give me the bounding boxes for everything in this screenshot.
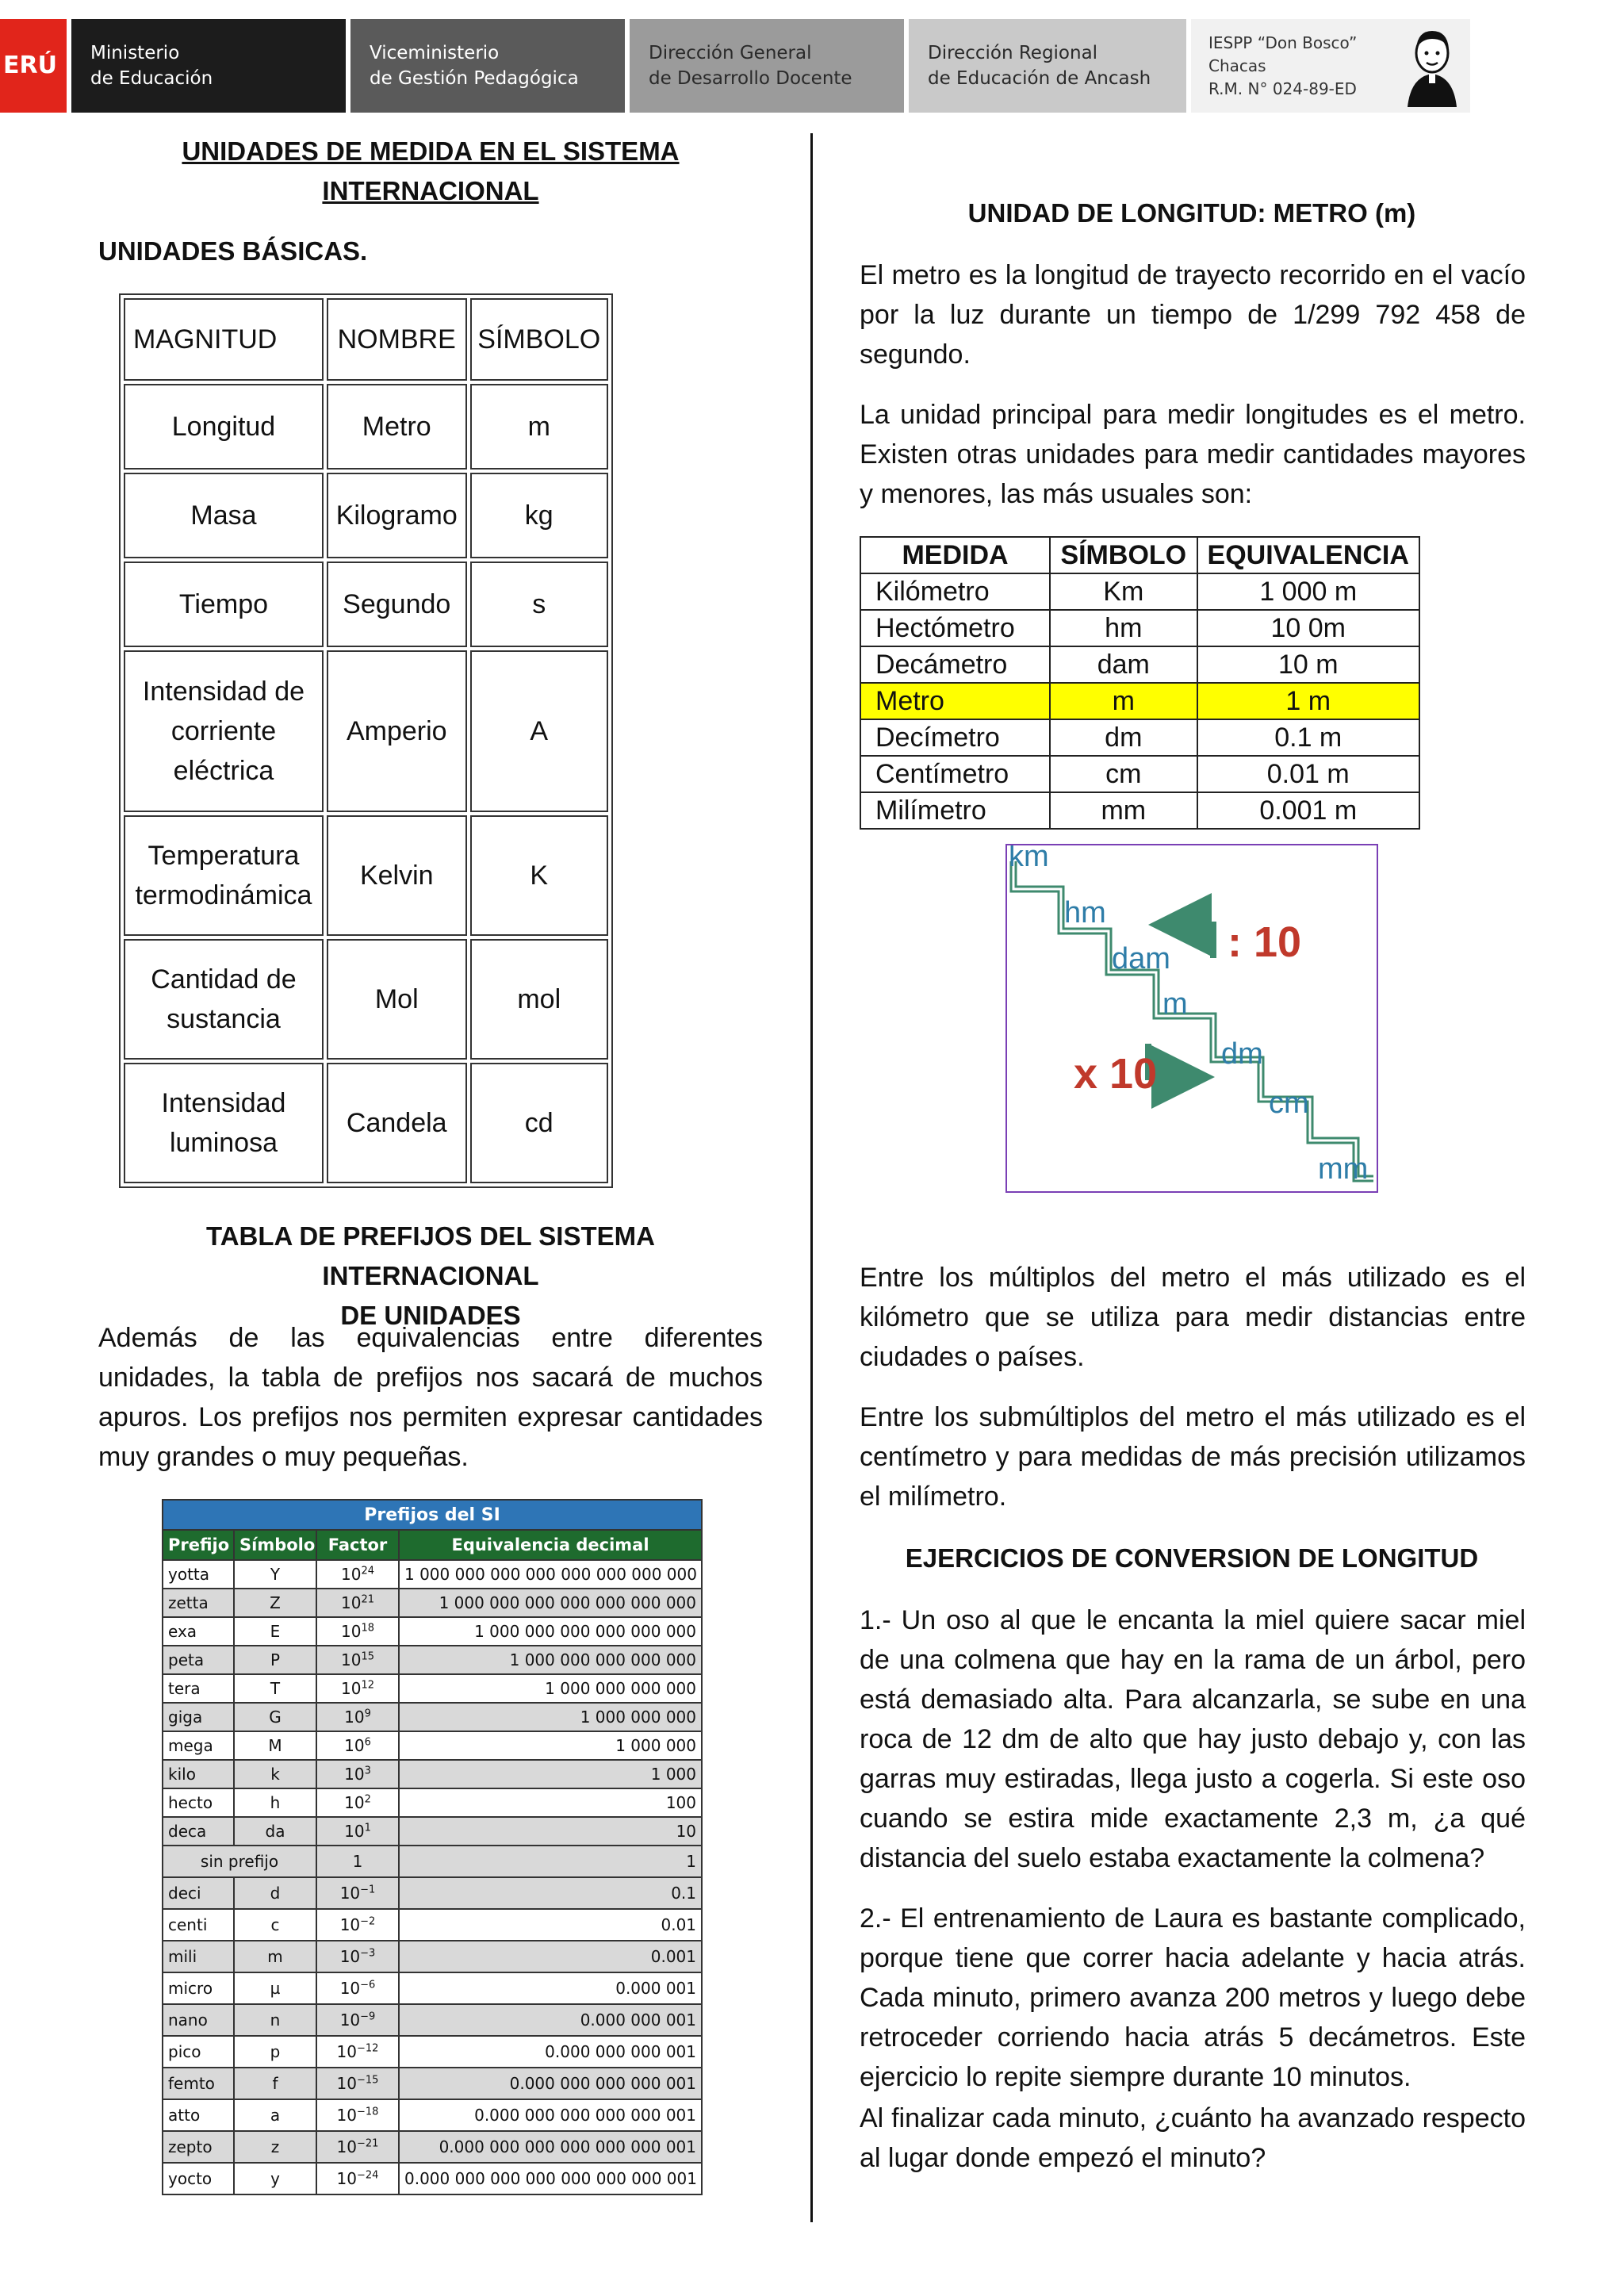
prefix-cell-simbolo: z (234, 2131, 316, 2163)
factor-exponent: −21 (357, 2137, 379, 2150)
length-table-body (860, 573, 1419, 829)
prefix-row (163, 1877, 702, 1909)
prefix-cell-factor (316, 1646, 399, 1674)
units-cell-nombre: Segundo (327, 562, 467, 647)
factor-exponent: −1 (360, 1884, 376, 1896)
length-cell-simbolo: m (1050, 683, 1197, 719)
units-cell-simbolo: m (470, 384, 608, 470)
prefix-cell-factor (316, 1941, 399, 1972)
prefix-cell-simbolo: a (234, 2099, 316, 2131)
direccion-regional-line1: Dirección Regional (928, 43, 1098, 63)
length-header-row (860, 537, 1419, 573)
prefix-cell-prefijo: zetta (163, 1589, 234, 1617)
prefix-cell-simbolo: Y (234, 1560, 316, 1589)
staircase-diagram (1005, 844, 1378, 1193)
prefix-row (163, 1731, 702, 1760)
prefix-cell-factor (316, 2004, 399, 2036)
prefix-row-no-prefix (163, 1846, 702, 1877)
magnitud-line: corriente (170, 716, 277, 746)
units-header-simbolo: SÍMBOLO (470, 298, 608, 381)
prefix-cell-factor (316, 1674, 399, 1703)
units-cell-simbolo: s (470, 562, 608, 647)
prefix-cell-factor (316, 1972, 399, 2004)
factor-base: 10 (341, 1622, 362, 1641)
units-header-nombre: NOMBRE (327, 298, 467, 381)
length-cell-equivalencia: 0.01 m (1197, 756, 1420, 792)
factor-exponent: 15 (361, 1650, 374, 1663)
prefix-cell-prefijo: hecto (163, 1788, 234, 1817)
prefix-cell-prefijo: deci (163, 1877, 234, 1909)
header-institucion (1191, 19, 1394, 113)
prefix-cell-prefijo: mili (163, 1941, 234, 1972)
factor-base: 10 (336, 2106, 357, 2125)
submultiplos-paragraph: Entre los submúltiplos del metro el más utilizado es el centímetro y para medidas de más precisión utilizamos el milímetro. (860, 1402, 1526, 1512)
prefix-header-simbolo: Símbolo (234, 1530, 316, 1560)
portrait-icon (1404, 25, 1460, 107)
institucion-line2: Chacas (1208, 56, 1266, 75)
units-cell-nombre: Amperio (327, 650, 467, 812)
units-row (124, 939, 608, 1060)
stair-label-cm: cm (1269, 1087, 1309, 1120)
header-direccion-general (630, 19, 904, 113)
factor-base: 10 (341, 1650, 362, 1669)
prefix-cell-simbolo: Z (234, 1589, 316, 1617)
prefix-cell-factor (316, 2068, 399, 2099)
prefix-cell-decimal: 100 (399, 1788, 702, 1817)
prefix-cell-decimal: 1 000 000 000 000 000 (399, 1646, 702, 1674)
prefix-cell-factor (316, 1560, 399, 1589)
factor-base: 10 (339, 1979, 361, 1998)
peru-label: ERÚ (3, 52, 57, 79)
magnitud-line: termodinámica (135, 880, 312, 910)
factor-base: 10 (336, 2042, 357, 2061)
prefix-cell-decimal: 1 000 000 000 000 000 000 (399, 1617, 702, 1646)
prefix-header-factor: Factor (316, 1530, 399, 1560)
units-row (124, 815, 608, 936)
length-row (860, 683, 1419, 719)
prefix-cell-simbolo: p (234, 2036, 316, 2068)
magnitud-line: Cantidad de (151, 964, 297, 995)
direccion-regional-line2: de Educación de Ancash (928, 68, 1151, 89)
don-bosco-portrait-logo (1394, 19, 1470, 113)
prefix-cell-prefijo: giga (163, 1703, 234, 1731)
prefix-cell-decimal: 0.000 000 000 000 000 000 000 001 (399, 2163, 702, 2194)
length-cell-simbolo: dm (1050, 719, 1197, 756)
institucion-line1: IESPP “Don Bosco” (1208, 33, 1358, 52)
prefix-row (163, 2004, 702, 2036)
prefix-paragraph: Además de las equivalencias entre diferentes unidades, la tabla de prefijos nos sacará de muchos apuros. Los prefijos nos permiten expresar cantidades muy grandes o muy pequeñas. (98, 1323, 763, 1472)
prefix-cell-simbolo: d (234, 1877, 316, 1909)
prefix-row (163, 1760, 702, 1788)
units-row (124, 650, 608, 812)
prefix-cell-simbolo: f (234, 2068, 316, 2099)
prefix-cell-factor (316, 1589, 399, 1617)
stair-label-dam: dam (1112, 942, 1170, 976)
prefix-cell-decimal: 0.01 (399, 1909, 702, 1941)
prefix-cell-decimal: 1 (399, 1846, 702, 1877)
prefix-cell-factor (316, 2099, 399, 2131)
length-cell-equivalencia: 10 m (1197, 646, 1420, 683)
prefix-cell-simbolo: T (234, 1674, 316, 1703)
length-cell-medida: Kilómetro (860, 573, 1050, 610)
factor-exponent: −3 (360, 1947, 376, 1960)
header-direccion-regional (909, 19, 1186, 113)
factor-base: 10 (339, 1884, 361, 1903)
prefix-row (163, 2131, 702, 2163)
stair-label-mm: mm (1318, 1152, 1369, 1186)
prefix-row (163, 1788, 702, 1817)
factor-base: 10 (344, 1736, 365, 1755)
si-prefix-table (162, 1499, 703, 2195)
prefix-row (163, 1560, 702, 1589)
length-cell-equivalencia: 0.1 m (1197, 719, 1420, 756)
length-cell-simbolo: mm (1050, 792, 1197, 829)
basic-units-heading: UNIDADES BÁSICAS. (98, 236, 368, 266)
units-row (124, 562, 608, 647)
units-cell-magnitud: Tiempo (124, 562, 324, 647)
prefix-cell-factor (316, 1788, 399, 1817)
units-cell-nombre: Candela (327, 1063, 467, 1183)
factor-base: 10 (341, 1679, 362, 1698)
length-row (860, 646, 1419, 683)
stair-label-hm: hm (1064, 896, 1106, 930)
factor-exponent: 3 (364, 1765, 371, 1777)
prefix-cell-simbolo: P (234, 1646, 316, 1674)
prefix-cell-simbolo: k (234, 1760, 316, 1788)
prefix-cell-simbolo: M (234, 1731, 316, 1760)
prefix-cell-simbolo: h (234, 1788, 316, 1817)
prefix-row (163, 1589, 702, 1617)
units-cell-magnitud (124, 1063, 324, 1183)
factor-exponent: 6 (364, 1736, 371, 1749)
exercise-1: 1.- Un oso al que le encanta la miel quiere sacar miel de una colmena que hay en la rama de un árbol, pero está demasiado alta. Para alcanzarla, se sube en una roca de 12 dm de alto que hay justo debajo y, con las garras muy estiradas, llega justo a cogerla. Si este oso cuando se estira mide exactamente 2,3 m, ¿a qué distancia del suelo estaba exactamente la colmena? (860, 1605, 1526, 1873)
direccion-general-line1: Dirección General (649, 43, 812, 63)
factor-base: 10 (344, 1822, 365, 1841)
multiply-label: x 10 (1074, 1050, 1158, 1098)
exercise-2-question: Al finalizar cada minuto, ¿cuánto ha avanzado respecto al lugar donde empezó el minuto? (860, 2103, 1526, 2173)
factor-exponent: −9 (360, 2010, 376, 2023)
prefix-header-decimal: Equivalencia decimal (399, 1530, 702, 1560)
prefix-row (163, 2036, 702, 2068)
prefix-cell-prefijo: femto (163, 2068, 234, 2099)
multiplos-paragraph: Entre los múltiplos del metro el más utilizado es el kilómetro que se utiliza para medir distancias entre ciudades o países. (860, 1263, 1526, 1372)
prefix-row (163, 1909, 702, 1941)
prefix-cell-no-prefix: sin prefijo (163, 1846, 316, 1877)
length-cell-medida: Milímetro (860, 792, 1050, 829)
prefix-cell-prefijo: yocto (163, 2163, 234, 2194)
prefix-row (163, 1674, 702, 1703)
magnitud-line: Intensidad de (142, 677, 305, 707)
page-title-line1: UNIDADES DE MEDIDA EN EL SISTEMA (182, 136, 680, 166)
divide-arrow-icon (1180, 925, 1213, 958)
magnitud-line: sustancia (167, 1004, 281, 1034)
stair-label-km: km (1009, 845, 1049, 873)
prefix-cell-prefijo: tera (163, 1674, 234, 1703)
factor-base: 10 (336, 2169, 357, 2188)
magnitud-line: Intensidad (161, 1088, 286, 1118)
prefix-cell-decimal: 0.001 (399, 1941, 702, 1972)
length-header-simbolo: SÍMBOLO (1050, 537, 1197, 573)
length-row (860, 719, 1419, 756)
metro-principal-paragraph: La unidad principal para medir longitudes es el metro. Existen otras unidades para medir cantidades mayores y menores, las más usuales son: (860, 400, 1526, 509)
length-cell-equivalencia: 0.001 m (1197, 792, 1420, 829)
units-cell-nombre: Metro (327, 384, 467, 470)
factor-exponent: 9 (364, 1708, 371, 1720)
units-row (124, 1063, 608, 1183)
units-cell-simbolo: K (470, 815, 608, 936)
factor-exponent: −2 (360, 1915, 376, 1928)
prefix-cell-factor (316, 1703, 399, 1731)
magnitud-line: Temperatura (147, 841, 300, 871)
prefix-cell-prefijo: atto (163, 2099, 234, 2131)
units-cell-nombre: Kilogramo (327, 473, 467, 558)
prefix-cell-prefijo: nano (163, 2004, 234, 2036)
prefix-cell-prefijo: exa (163, 1617, 234, 1646)
prefix-cell-prefijo: centi (163, 1909, 234, 1941)
stair-label-dm: dm (1221, 1037, 1263, 1071)
prefix-cell-prefijo: mega (163, 1731, 234, 1760)
units-cell-magnitud (124, 939, 324, 1060)
basic-units-table (119, 293, 613, 1188)
length-cell-medida: Metro (860, 683, 1050, 719)
units-cell-nombre: Mol (327, 939, 467, 1060)
factor-base: 10 (344, 1708, 365, 1727)
column-divider (810, 133, 813, 2222)
prefix-row (163, 2099, 702, 2131)
prefix-row (163, 2163, 702, 2194)
units-cell-simbolo: mol (470, 939, 608, 1060)
units-cell-simbolo: cd (470, 1063, 608, 1183)
length-cell-equivalencia: 1 m (1197, 683, 1420, 719)
prefix-cell-prefijo: pico (163, 2036, 234, 2068)
prefix-cell-simbolo: m (234, 1941, 316, 1972)
prefix-cell-decimal: 1 000 000 000 000 (399, 1674, 702, 1703)
prefix-cell-factor (316, 2036, 399, 2068)
factor-base: 10 (344, 1765, 365, 1784)
prefix-cell-factor (316, 1817, 399, 1846)
prefix-row (163, 1817, 702, 1846)
prefix-cell-prefijo: deca (163, 1817, 234, 1846)
units-cell-magnitud (124, 650, 324, 812)
header-peru-flag (0, 19, 67, 113)
prefix-cell-decimal: 0.000 000 000 001 (399, 2036, 702, 2068)
factor-exponent: 2 (364, 1793, 371, 1806)
factor-base: 10 (339, 2010, 361, 2030)
prefix-cell-decimal: 0.000 000 000 000 000 001 (399, 2099, 702, 2131)
divide-label: : 10 (1228, 918, 1302, 966)
length-row (860, 573, 1419, 610)
length-header-equivalencia: EQUIVALENCIA (1197, 537, 1420, 573)
factor-base: 10 (341, 1593, 362, 1612)
prefix-cell-decimal: 0.000 000 000 000 000 000 001 (399, 2131, 702, 2163)
prefix-heading-line2: DE UNIDADES (340, 1301, 521, 1330)
prefix-cell-factor (316, 1731, 399, 1760)
prefix-cell-decimal: 1 000 000 000 (399, 1703, 702, 1731)
factor-base: 10 (336, 2074, 357, 2093)
exercise-2-statement: 2.- El entrenamiento de Laura es bastante complicado, porque tiene que correr hacia adelante y hacia atrás. Cada minuto, primero avanza 200 metros y luego debe retroceder corriendo hacia atrás 5 decámetros. Este ejercicio lo repite siempre durante 10 minutos. (860, 1903, 1526, 2092)
units-cell-simbolo: A (470, 650, 608, 812)
prefix-cell-simbolo: E (234, 1617, 316, 1646)
prefix-cell-simbolo: c (234, 1909, 316, 1941)
factor-base: 10 (339, 1947, 361, 1966)
factor-base: 10 (336, 2137, 357, 2156)
prefix-cell-simbolo: da (234, 1817, 316, 1846)
length-heading: UNIDAD DE LONGITUD: METRO (m) (967, 198, 1416, 228)
factor-base: 10 (344, 1793, 365, 1812)
prefix-cell-decimal: 1 000 000 (399, 1731, 702, 1760)
prefix-cell-decimal: 1 000 000 000 000 000 000 000 (399, 1589, 702, 1617)
header-ministerio (71, 19, 346, 113)
prefix-cell-factor (316, 1909, 399, 1941)
factor-exponent: −18 (357, 2106, 379, 2118)
units-cell-simbolo: kg (470, 473, 608, 558)
prefix-cell-factor: 1 (316, 1846, 399, 1877)
factor-exponent: −24 (357, 2169, 379, 2182)
direccion-general-line2: de Desarrollo Docente (649, 68, 852, 89)
length-header-medida: MEDIDA (860, 537, 1050, 573)
factor-exponent: 18 (361, 1622, 374, 1635)
prefix-cell-prefijo: kilo (163, 1760, 234, 1788)
prefix-row (163, 1703, 702, 1731)
prefix-table-body (163, 1560, 702, 2194)
units-header-row (124, 298, 608, 381)
prefix-cell-prefijo: yotta (163, 1560, 234, 1589)
factor-exponent: 12 (361, 1679, 374, 1692)
viceministerio-line2: de Gestión Pedagógica (370, 68, 579, 89)
exercises-heading: EJERCICIOS DE CONVERSION DE LONGITUD (905, 1543, 1479, 1573)
length-cell-simbolo: hm (1050, 610, 1197, 646)
factor-base: 10 (339, 1915, 361, 1934)
prefix-cell-simbolo: G (234, 1703, 316, 1731)
magnitud-line: luminosa (169, 1128, 278, 1158)
stair-label-m: m (1162, 987, 1188, 1021)
length-cell-simbolo: cm (1050, 756, 1197, 792)
prefix-cell-simbolo: n (234, 2004, 316, 2036)
prefix-cell-decimal: 10 (399, 1817, 702, 1846)
length-cell-simbolo: dam (1050, 646, 1197, 683)
length-units-table (860, 536, 1420, 830)
prefix-table-caption: Prefijos del SI (163, 1500, 702, 1530)
units-row (124, 384, 608, 470)
length-cell-equivalencia: 1 000 m (1197, 573, 1420, 610)
prefix-table-header-row (163, 1530, 702, 1560)
metro-definition-paragraph: El metro es la longitud de trayecto recorrido en el vacío por la luz durante un tiempo de 1/299 792 458 de segundo. (860, 260, 1526, 370)
factor-exponent: 21 (361, 1593, 374, 1606)
page-title-line2: INTERNACIONAL (322, 176, 539, 205)
factor-exponent: −15 (357, 2074, 379, 2087)
prefix-cell-simbolo: y (234, 2163, 316, 2194)
factor-exponent: −6 (360, 1979, 376, 1991)
prefix-row (163, 1617, 702, 1646)
magnitud-line: eléctrica (173, 756, 274, 786)
length-cell-medida: Hectómetro (860, 610, 1050, 646)
prefix-cell-factor (316, 2163, 399, 2194)
viceministerio-line1: Viceministerio (370, 43, 500, 63)
page-title (98, 132, 763, 211)
length-cell-medida: Centímetro (860, 756, 1050, 792)
ministerio-line2: de Educación (90, 68, 213, 89)
header-viceministerio (350, 19, 625, 113)
factor-exponent: 1 (364, 1822, 371, 1834)
factor-exponent: −12 (357, 2042, 379, 2055)
ministerio-line1: Ministerio (90, 43, 180, 63)
prefix-heading-line1: TABLA DE PREFIJOS DEL SISTEMA INTERNACIONAL (206, 1221, 655, 1290)
staircase-svg (1007, 845, 1377, 1191)
prefix-header-prefijo: Prefijo (163, 1530, 234, 1560)
length-cell-equivalencia: 10 0m (1197, 610, 1420, 646)
prefix-cell-factor (316, 2131, 399, 2163)
length-row (860, 756, 1419, 792)
prefix-cell-decimal: 0.000 000 000 000 001 (399, 2068, 702, 2099)
units-row (124, 473, 608, 558)
units-cell-magnitud (124, 815, 324, 936)
prefix-cell-prefijo: zepto (163, 2131, 234, 2163)
units-cell-magnitud: Longitud (124, 384, 324, 470)
factor-exponent: 24 (361, 1565, 374, 1577)
units-header-magnitud: MAGNITUD (124, 298, 324, 381)
prefix-cell-simbolo: µ (234, 1972, 316, 2004)
length-cell-medida: Decámetro (860, 646, 1050, 683)
prefix-cell-decimal: 1 000 000 000 000 000 000 000 000 (399, 1560, 702, 1589)
prefix-row (163, 1941, 702, 1972)
prefix-cell-decimal: 0.1 (399, 1877, 702, 1909)
prefix-cell-decimal: 1 000 (399, 1760, 702, 1788)
prefix-row (163, 1646, 702, 1674)
length-row (860, 792, 1419, 829)
prefix-cell-prefijo: peta (163, 1646, 234, 1674)
institucion-line3: R.M. N° 024-89-ED (1208, 79, 1357, 98)
prefix-cell-decimal: 0.000 000 001 (399, 2004, 702, 2036)
units-cell-nombre: Kelvin (327, 815, 467, 936)
length-row (860, 610, 1419, 646)
prefix-cell-factor (316, 1877, 399, 1909)
prefix-cell-decimal: 0.000 001 (399, 1972, 702, 2004)
prefix-row (163, 2068, 702, 2099)
length-cell-simbolo: Km (1050, 573, 1197, 610)
units-cell-magnitud: Masa (124, 473, 324, 558)
prefix-row (163, 1972, 702, 2004)
prefix-cell-prefijo: micro (163, 1972, 234, 2004)
factor-base: 10 (341, 1565, 362, 1584)
prefix-cell-factor (316, 1760, 399, 1788)
prefix-cell-factor (316, 1617, 399, 1646)
length-cell-medida: Decímetro (860, 719, 1050, 756)
